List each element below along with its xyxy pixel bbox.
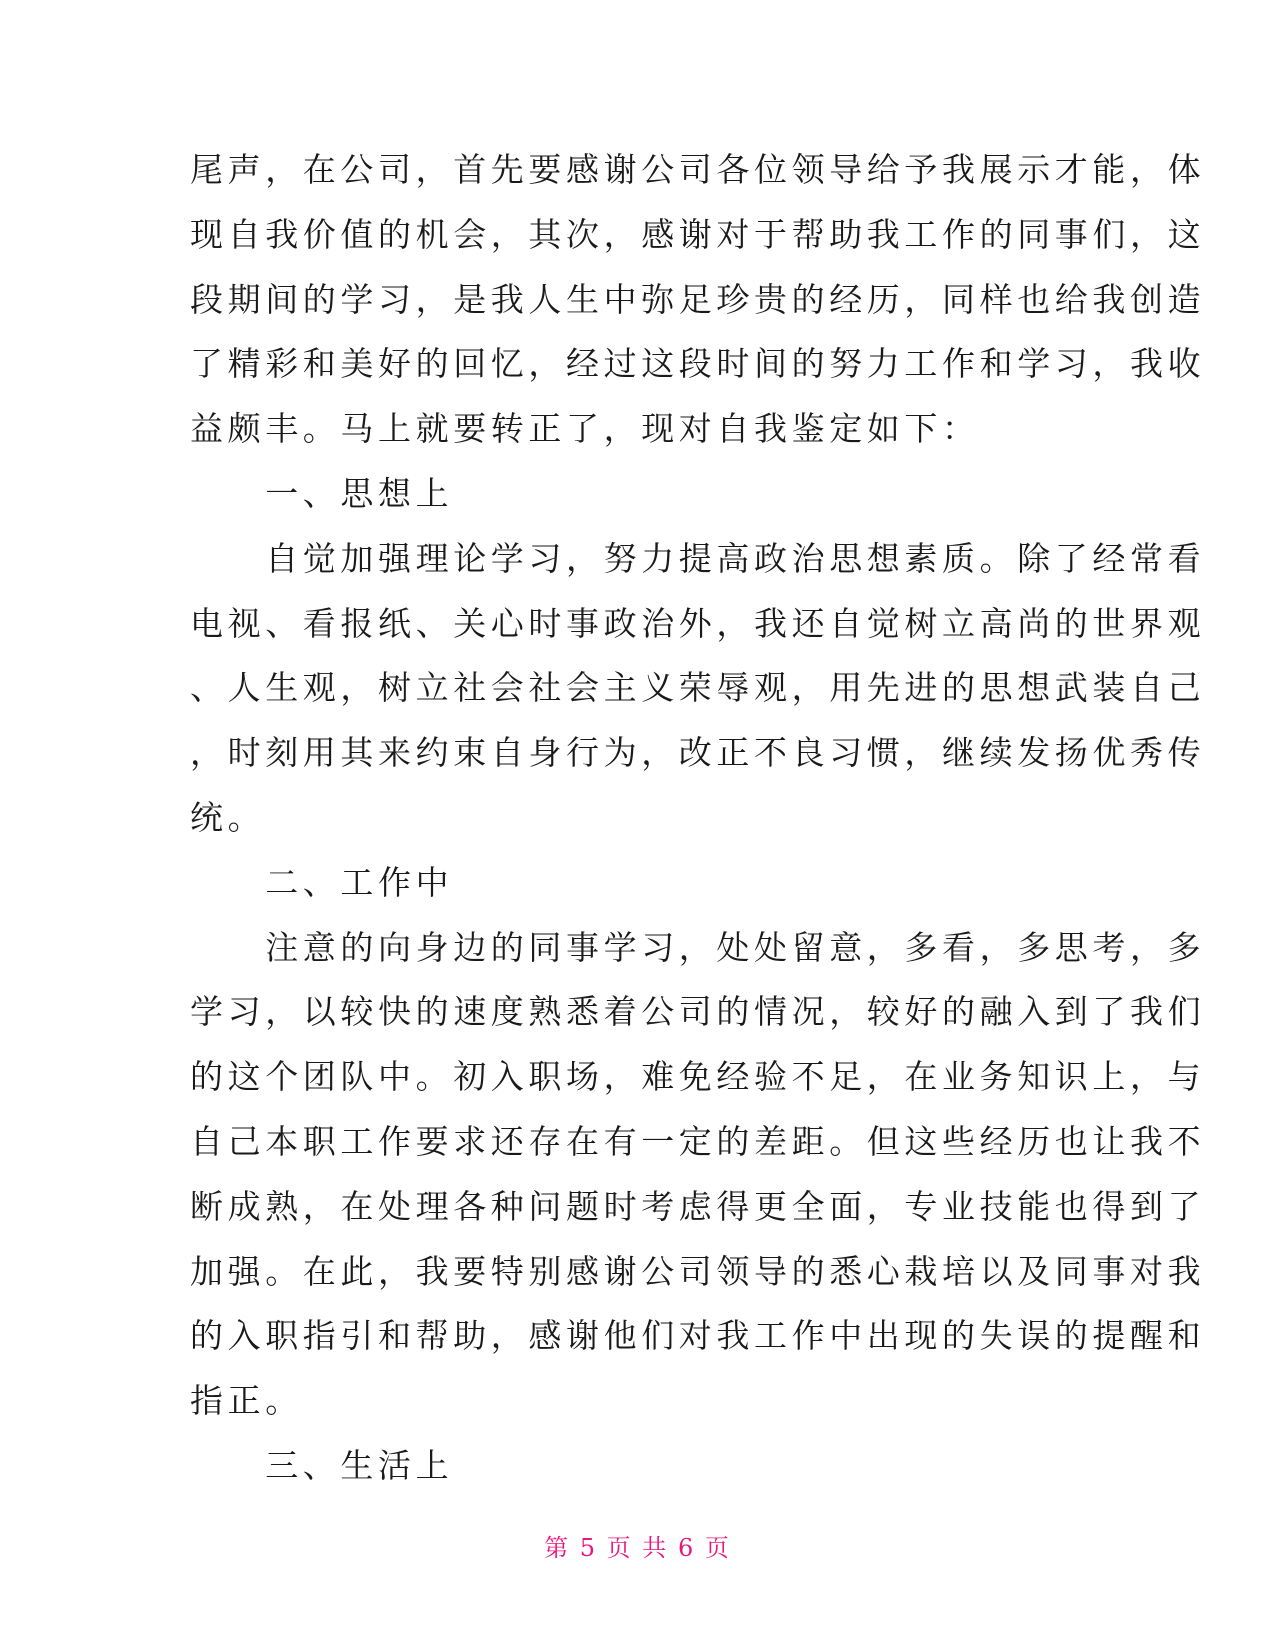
- text-line: 的这个团队中。初入职场，难免经验不足，在业务知识上，与: [190, 1057, 1206, 1097]
- text-line: 注意的向身边的同事学习，处处留意，多看，多思考，多: [190, 927, 1206, 967]
- text-line: 尾声，在公司，首先要感谢公司各位领导给予我展示才能，体: [190, 150, 1206, 189]
- page-indicator: 第 5 页 共 6 页: [544, 1534, 731, 1562]
- text-line: 加强。在此，我要特别感谢公司领导的悉心栽培以及同事对我: [190, 1251, 1206, 1291]
- text-line: 学习，以较快的速度熟悉着公司的情况，较好的融入到了我们: [190, 992, 1206, 1032]
- text-line: 、人生观，树立社会社会主义荣辱观，用先进的思想武装自己: [190, 668, 1206, 708]
- section-heading-thought: 一、思想上: [190, 473, 454, 513]
- text-line: 益颇丰。马上就要转正了，现对自我鉴定如下：: [190, 409, 980, 449]
- section-heading-work: 二、工作中: [190, 862, 454, 902]
- text-line: 自己本职工作要求还存在有一定的差距。但这些经历也让我不: [190, 1121, 1206, 1161]
- document-body: [190, 138, 1206, 1499]
- section-heading-life: 三、生活上: [190, 1445, 454, 1485]
- text-line: ，时刻用其来约束自身行为，改正不良习惯，继续发扬优秀传: [190, 733, 1206, 773]
- text-line: 段期间的学习，是我人生中弥足珍贵的经历，同样也给我创造: [190, 279, 1206, 319]
- text-line: 指正。: [190, 1381, 303, 1421]
- text-line: 自觉加强理论学习，努力提高政治思想素质。除了经常看: [190, 538, 1206, 578]
- text-line: 统。: [190, 797, 266, 837]
- text-line: 的入职指引和帮助，感谢他们对我工作中出现的失误的提醒和: [190, 1316, 1206, 1356]
- text-line: 断成熟，在处理各种问题时考虑得更全面，专业技能也得到了: [190, 1186, 1206, 1226]
- text-line: 现自我价值的机会，其次，感谢对于帮助我工作的同事们，这: [190, 214, 1206, 254]
- text-line: 电视、看报纸、关心时事政治外，我还自觉树立高尚的世界观: [190, 603, 1206, 643]
- text-line: 了精彩和美好的回忆，经过这段时间的努力工作和学习，我收: [190, 344, 1206, 384]
